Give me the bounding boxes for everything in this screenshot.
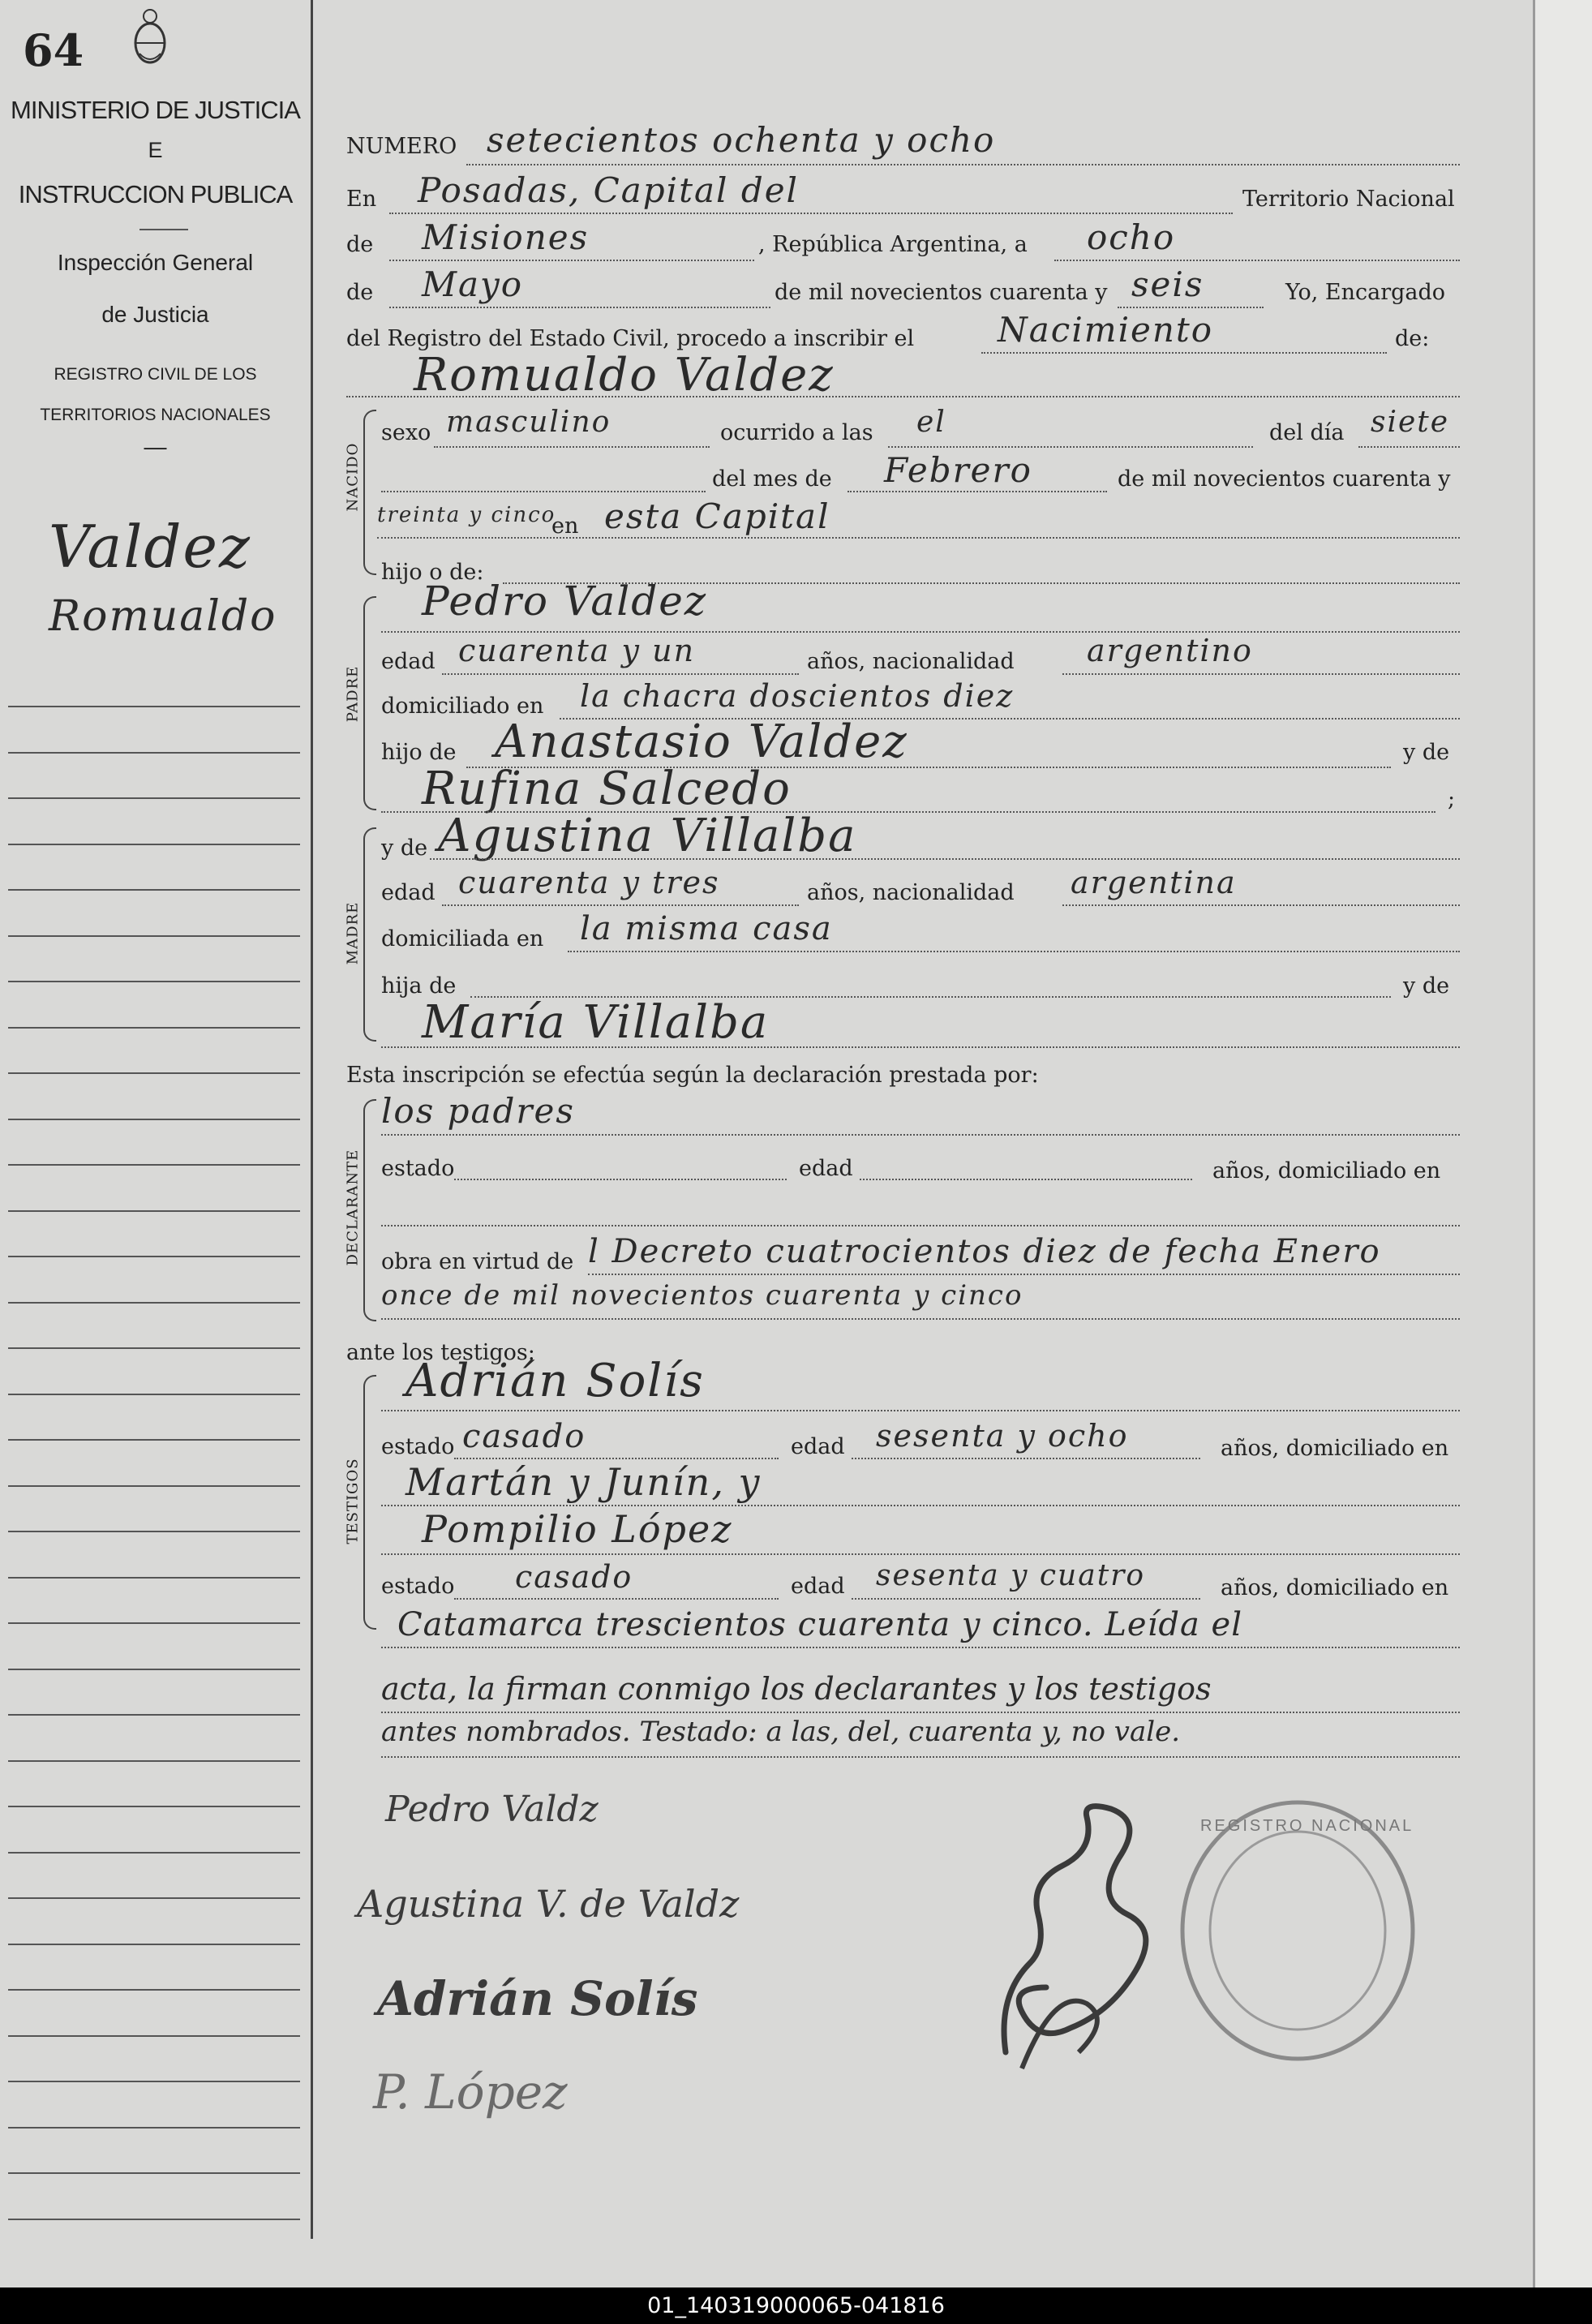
mother-dom-rule [568, 951, 1460, 952]
padre-label: PADRE [344, 665, 362, 723]
signature-icon [973, 1785, 1184, 2077]
margin-rule-line [8, 1302, 300, 1304]
margin-rule-line [8, 1394, 300, 1395]
mgm-rule [381, 1046, 1460, 1048]
signature-father: Pedro Valdz [385, 1789, 599, 1830]
margin-rule-line [8, 1989, 300, 1991]
pgm-value: Rufina Salcedo [422, 762, 792, 815]
official-seal-icon [1176, 1797, 1419, 2064]
edad-label: edad [381, 649, 436, 674]
pgf-value: Anastasio Valdez [495, 715, 908, 768]
margin-rule-line [8, 2081, 300, 2082]
territory-rule [389, 260, 754, 261]
margin-rule-line [8, 844, 300, 845]
dia-value: siete [1371, 406, 1450, 439]
year-label: de mil novecientos cuarenta y [775, 280, 1108, 305]
mother-age-value: cuarenta y tres [458, 865, 720, 900]
father-age-value: cuarenta y un [458, 633, 696, 668]
hijo-de-label: hijo de [381, 740, 457, 765]
domiciliada-label: domiciliada en [381, 926, 544, 952]
witness1-value: Adrián Solís [406, 1355, 705, 1407]
w1-estado-rule [454, 1458, 779, 1459]
margin-rule-line [8, 1669, 300, 1670]
y-de-label: y de [1403, 740, 1450, 765]
domiciliado-label: domiciliado en [381, 694, 544, 719]
closing-rule-2 [381, 1756, 1460, 1758]
mes-rule [847, 491, 1107, 492]
y-de2-label: y de [381, 836, 428, 861]
obra-rule-2 [381, 1318, 1460, 1320]
signature-mother: Agustina V. de Valdz [357, 1882, 740, 1926]
margin-rule-line [8, 752, 300, 754]
margin-surname: Valdez [49, 513, 251, 581]
day-value: ocho [1087, 217, 1176, 257]
anos-nac-label: años, nacionalidad [807, 649, 1015, 674]
signature-witness2: P. López [373, 2064, 568, 2120]
w2-estado-value: casado [515, 1559, 633, 1595]
territorio-label: Territorio Nacional [1242, 187, 1455, 212]
declarant-value: los padres [381, 1091, 575, 1131]
edad4-label: edad [791, 1434, 845, 1459]
declarante-label: DECLARANTE [344, 1149, 362, 1266]
place-value: Posadas, Capital del [418, 170, 799, 210]
margin-rule-line [8, 1485, 300, 1487]
mother-nat-value: argentina [1071, 865, 1237, 900]
w1-estado-value: casado [462, 1418, 586, 1455]
registro-label: del Registro del Estado Civil, procedo a inscribir el [346, 326, 915, 351]
registry-line-2: TERRITORIOS NACIONALES [40, 406, 271, 424]
margin-rule-line [8, 1577, 300, 1579]
margin-rule-line [8, 2127, 300, 2129]
year-rule [1118, 307, 1264, 308]
madre-label: MADRE [344, 901, 362, 965]
numero-value: setecientos ochenta y ocho [487, 120, 996, 160]
event-value: Nacimiento [998, 310, 1214, 350]
margin-rule-line [8, 935, 300, 937]
month-rule [389, 307, 770, 308]
estado-label: estado [381, 1156, 455, 1181]
margin-rule-line [8, 1944, 300, 1945]
margin-rule-line [8, 1210, 300, 1212]
birth-place-value: esta Capital [604, 496, 830, 536]
testigos-brace [363, 1375, 376, 1630]
closing-line-1: acta, la firman conmigo los declarantes y los testigos [381, 1671, 1212, 1707]
de-label: de [346, 232, 374, 257]
mes-value: Febrero [884, 450, 1032, 490]
father-value: Pedro Valdez [422, 578, 708, 625]
margin-rule-line [8, 1531, 300, 1532]
decl-edad-rule [860, 1179, 1192, 1180]
stamp-text: REGISTRO NACIONAL [1200, 1817, 1414, 1835]
margin-rule-line [8, 1622, 300, 1624]
margin-rule-line [8, 1119, 300, 1120]
republica-label: , República Argentina, a [758, 232, 1028, 257]
sexo-label: sexo [381, 420, 431, 445]
margin-rule-line [8, 1897, 300, 1899]
coat-of-arms-icon [130, 6, 170, 71]
page-number: 64 [23, 24, 84, 76]
name-value: Romualdo Valdez [414, 349, 835, 402]
margin-rule-line [8, 1027, 300, 1029]
ministry-line-1: MINISTERIO DE JUSTICIA [11, 96, 300, 124]
inspection-line-1: Inspección General [57, 250, 254, 275]
header-divider [139, 229, 188, 230]
anos-dom3-label: años, domiciliado en [1221, 1575, 1449, 1600]
edad5-label: edad [791, 1574, 845, 1599]
sexo-value: masculino [446, 406, 611, 439]
birth-place-rule [377, 537, 1460, 539]
header-dash: — [144, 434, 167, 459]
estado3-label: estado [381, 1574, 455, 1599]
margin-rule-line [8, 2035, 300, 2037]
hijo-label: hijo o de: [381, 560, 484, 585]
binding-edge [1533, 0, 1592, 2287]
margin-rule-line [8, 797, 300, 799]
estado2-label: estado [381, 1434, 455, 1459]
obra-rule [588, 1274, 1460, 1275]
margin-rule-line [8, 2219, 300, 2220]
margin-rule-line [8, 889, 300, 891]
inspection-line-2: de Justicia [101, 302, 209, 327]
closing-rule-1 [381, 1712, 1460, 1713]
witness1-rule [381, 1410, 1460, 1411]
margin-rule-line [8, 2172, 300, 2174]
hija-de-label: hija de [381, 973, 457, 999]
en-label: En [346, 187, 377, 212]
semicolon: ; [1448, 787, 1456, 812]
w1-dom-rule [381, 1505, 1460, 1506]
w1-age-value: sesenta y ocho [876, 1418, 1129, 1454]
dia-rule [1358, 446, 1460, 448]
margin-rule-line [8, 1439, 300, 1441]
year-value: seis [1131, 264, 1204, 304]
numero-rule [466, 164, 1460, 165]
w1-age-rule [852, 1458, 1200, 1459]
mother-value: Agustina Villalba [438, 810, 857, 862]
y-de3-label: y de [1403, 973, 1450, 999]
father-nat-value: argentino [1087, 633, 1253, 668]
event-rule [981, 352, 1387, 354]
father-dom-value: la chacra doscientos diez [580, 678, 1015, 714]
hour-rule [888, 446, 1253, 448]
anos-dom-label: años, domiciliado en [1212, 1158, 1441, 1183]
margin-rule-line [8, 1806, 300, 1807]
place-rule [389, 213, 1233, 214]
margin-rule-line [8, 1256, 300, 1257]
declarant-rule [381, 1134, 1460, 1136]
mother-rule [430, 858, 1460, 860]
margin-rule-line [8, 1164, 300, 1166]
witness2-value: Pompilio López [422, 1507, 733, 1551]
obra-label: obra en virtud de [381, 1249, 574, 1274]
signature-witness1: Adrián Solís [377, 1971, 698, 2026]
declarante-brace [363, 1099, 376, 1321]
padre-brace [363, 596, 376, 810]
nacido-label: NACIDO [344, 442, 362, 512]
de2-label: de [346, 280, 374, 305]
madre-brace [363, 827, 376, 1042]
margin-rule-line [8, 1852, 300, 1854]
en2-label: en [551, 513, 579, 539]
birth-year-value: treinta y cinco [377, 503, 556, 527]
ministry-e: E [148, 138, 163, 162]
numero-label: NUMERO [346, 134, 457, 159]
w1-dom-value: Martán y Junín, y [406, 1460, 762, 1504]
encargado-label: Yo, Encargado [1285, 280, 1446, 305]
margin-divider [311, 0, 313, 2239]
decl-dom-rule [381, 1225, 1460, 1226]
margin-given-name: Romualdo [49, 592, 277, 641]
nacido-brace [363, 410, 376, 575]
decl-estado-rule [454, 1179, 787, 1180]
sexo-rule [434, 446, 710, 448]
testigos-label: TESTIGOS [344, 1458, 362, 1544]
de3-label: de: [1395, 326, 1430, 351]
anos-nac2-label: años, nacionalidad [807, 880, 1015, 905]
obra-value-2: once de mil novecientos cuarenta y cinco [381, 1279, 1023, 1312]
name-rule [346, 396, 1460, 397]
anos-dom2-label: años, domiciliado en [1221, 1436, 1449, 1461]
mother-nat-rule [1062, 904, 1460, 906]
w2-dom-value: Catamarca trescientos cuarenta y cinco. Leída el [397, 1606, 1243, 1643]
obra-value: l Decreto cuatrocientos diez de fecha Enero [588, 1233, 1381, 1270]
margin-rule-line [8, 1760, 300, 1762]
de-mil-label: de mil novecientos cuarenta y [1118, 466, 1451, 492]
ministry-line-2: INSTRUCCION PUBLICA [18, 180, 293, 208]
day-rule [1054, 260, 1460, 261]
hour-value: el [916, 406, 946, 439]
mother-dom-value: la misma casa [580, 910, 833, 947]
margin-rule-line [8, 981, 300, 982]
w2-age-rule [852, 1598, 1200, 1600]
margin-rule-line [8, 1347, 300, 1349]
image-id-footer: 01_140319000065-041816 [0, 2287, 1592, 2324]
father-nat-rule [1062, 673, 1460, 675]
w2-age-value: sesenta y cuatro [876, 1559, 1146, 1592]
edad3-label: edad [799, 1156, 853, 1181]
ocurrido-label: ocurrido a las [720, 420, 873, 445]
w2-estado-rule [454, 1598, 779, 1600]
margin-rule-line [8, 706, 300, 707]
inscripcion-label: Esta inscripción se efectúa según la declaración prestada por: [346, 1063, 1039, 1088]
territory-value: Misiones [422, 217, 590, 257]
mother-age-rule [442, 904, 799, 906]
registry-line-1: REGISTRO CIVIL DE LOS [54, 365, 257, 384]
father-age-rule [442, 673, 799, 675]
month-value: Mayo [422, 264, 524, 304]
margin-rule-line [8, 1072, 300, 1074]
del-dia-label: del día [1269, 420, 1345, 445]
mgm-value: María Villalba [422, 996, 770, 1049]
witness2-rule [381, 1553, 1460, 1555]
del-mes-label: del mes de [712, 466, 832, 492]
hour-cont-rule [381, 491, 706, 492]
edad2-label: edad [381, 880, 436, 905]
ante-label: ante los testigos: [346, 1340, 535, 1365]
w2-dom-rule [381, 1647, 1460, 1648]
margin-rule-line [8, 1714, 300, 1716]
closing-line-2: antes nombrados. Testado: a las, del, cuarenta y, no vale. [381, 1716, 1181, 1748]
